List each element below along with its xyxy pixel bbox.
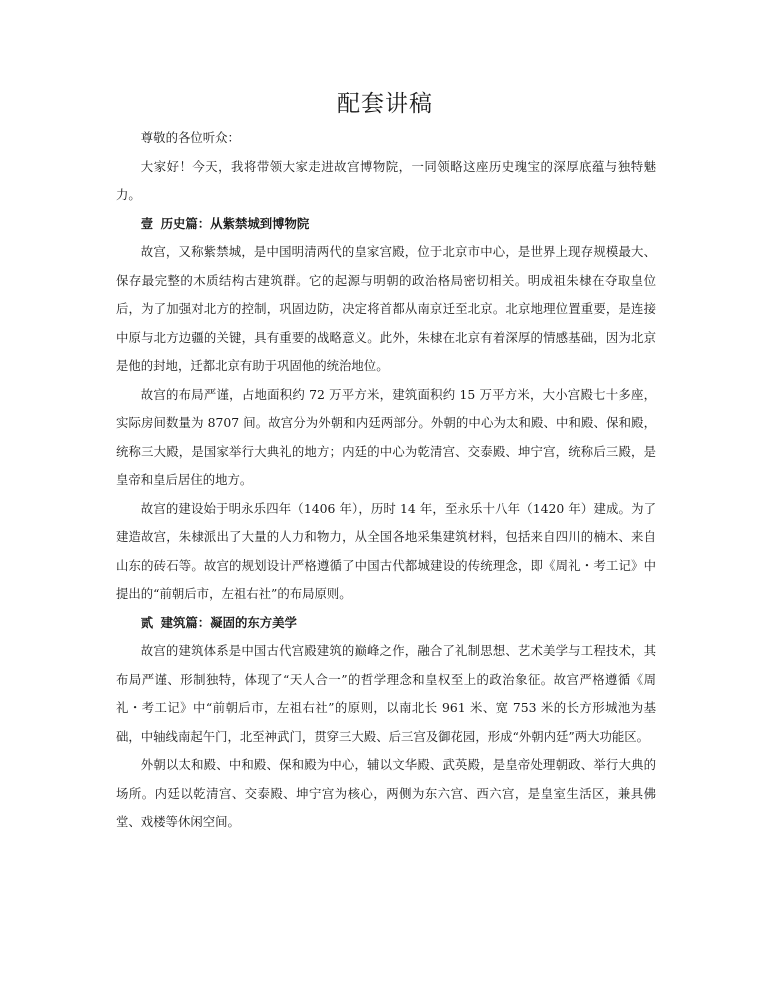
section-number: 壹	[140, 215, 154, 231]
section-heading-history	[116, 210, 656, 239]
greeting: 尊敬的各位听众：	[140, 130, 240, 145]
section-title: 历史篇：从紫禁城到博物院	[160, 215, 310, 231]
architecture-paragraph: 故宫的建筑体系是中国古代宫殿建筑的巅峰之作，融合了礼制思想、艺术美学与工程技术，其布局严谨、形制独特，体现了“天人合一”的哲学理念和皇权至上的政治象征。故宫严格遵循《周礼・考工记》中“前朝后市，左祖右社”的原则，以南北长 961 米、宽 753 米的长方形城池为基础，中轴线南起午门，北至神武门，贯穿三大殿、后三宫及御花园，形成“外朝内廷”两大功能区。	[116, 643, 656, 744]
page-title: 配套讲稿	[337, 91, 433, 117]
section-title: 建筑篇：凝固的东方美学	[160, 614, 297, 630]
section-number: 贰	[140, 614, 154, 630]
section-heading-architecture	[116, 609, 656, 638]
architecture-paragraph: 外朝以太和殿、中和殿、保和殿为中心，辅以文华殿、武英殿，是皇帝处理朝政、举行大典的场所。内廷以乾清宫、交泰殿、坤宁宫为核心，两侧为东六宫、西六宫，是皇室生活区，兼具佛堂、戏楼等休闲空间。	[116, 757, 656, 829]
history-paragraph: 故宫，又称紫禁城，是中国明清两代的皇家宫殿，位于北京市中心，是世界上现存规模最大、保存最完整的木质结构古建筑群。它的起源与明朝的政治格局密切相关。明成祖朱棣在夺取皇位后，为了加强对北方的控制，巩固边防，决定将首都从南京迁至北京。北京地理位置重要，是连接中原与北方边疆的关键，具有重要的战略意义。此外，朱棣在北京有着深厚的情感基础，因为北京是他的封地，迁都北京有助于巩固他的统治地位。	[116, 244, 656, 373]
document-body	[116, 124, 656, 837]
history-paragraph: 故宫的布局严谨，占地面积约 72 万平方米，建筑面积约 15 万平方米，大小宫殿七十多座，实际房间数量为 8707 间。故宫分为外朝和内廷两部分。外朝的中心为太和殿、中和殿、保和殿，统称三大殿，是国家举行大典礼的地方；内廷的中心为乾清宫、交泰殿、坤宁宫，统称后三殿，是皇帝和皇后居住的地方。	[116, 386, 656, 487]
history-paragraph: 故宫的建设始于明永乐四年（1406 年），历时 14 年，至永乐十八年（1420 年）建成。为了建造故宫，朱棣派出了大量的人力和物力，从全国各地采集建筑材料，包括来自四川的楠木、来自山东的砖石等。故宫的规划设计严格遵循了中国古代都城建设的传统理念，即《周礼・考工记》中提出的“前朝后市，左祖右社”的布局原则。	[116, 500, 656, 601]
intro-paragraph: 大家好！今天，我将带领大家走进故宫博物院，一同领略这座历史瑰宝的深厚底蕴与独特魅力。	[116, 158, 656, 202]
